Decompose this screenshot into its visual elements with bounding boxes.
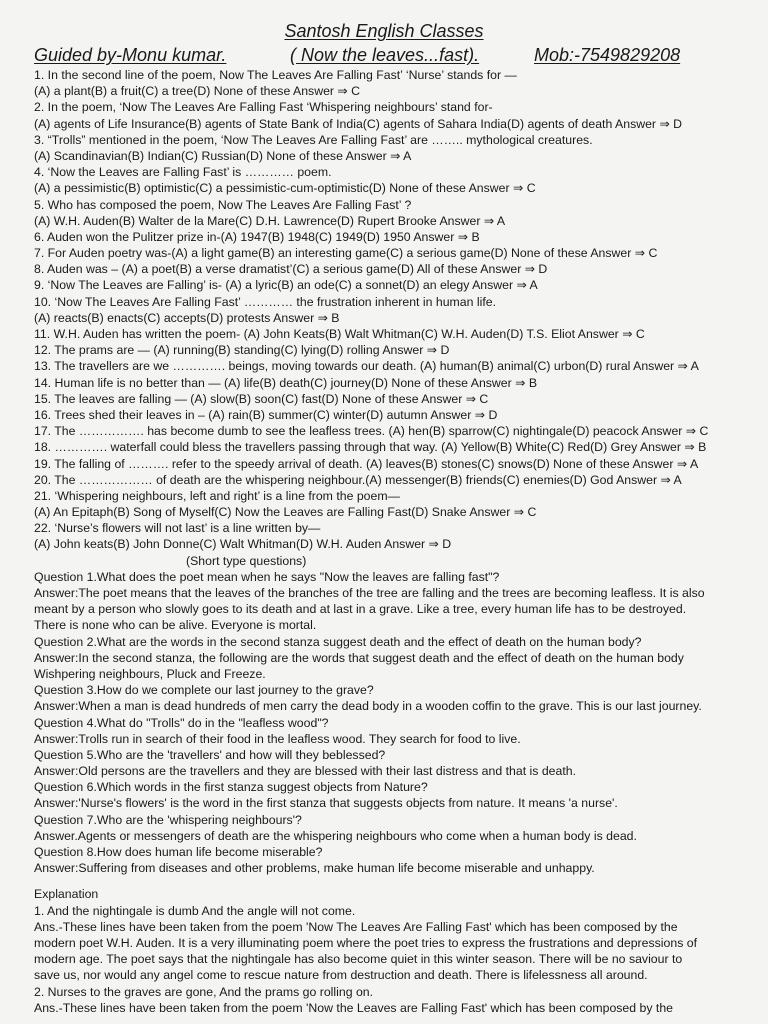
mcq-line: 13. The travellers are we …………. beings, moving towards our death. (A) human(B) animal(C) urbon(D) rural Answer ⇒ A [34,359,699,374]
qa-line: Answer:In the second stanza, the following are the words that suggest death and the effect of death on the human body [34,650,684,665]
mcq-line: 9. ‘Now The Leaves are Falling’ is- (A) a lyric(B) an ode(C) a sonnet(D) an elegy Answer ⇒ A [34,278,538,293]
qa-line: Question 6.Which words in the first stanza suggest objects from Nature? [34,780,428,795]
explanation-section [34,903,759,1016]
mcq-line: 7. For Auden poetry was-(A) a light game(B) an interesting game(C) a serious game(D) None of these Answer ⇒ C [34,246,658,261]
mcq-line: 22. ‘Nurse’s flowers will not last’ is a line written by— [34,521,321,536]
mcq-line: 12. The prams are — (A) running(B) standing(C) lying(D) rolling Answer ⇒ D [34,343,450,358]
mcq-line: (A) W.H. Auden(B) Walter de la Mare(C) D.H. Lawrence(D) Rupert Brooke Answer ⇒ A [34,213,506,228]
qa-line: Answer:When a man is dead hundreds of men carry the dead body in a wooden coffin to the grave. This is our last journey. [34,699,702,714]
mcq-line: 1. In the second line of the poem, Now The Leaves Are Falling Fast’ ‘Nurse’ stands for — [34,68,517,82]
mcq-line: 16. Trees shed their leaves in – (A) rain(B) summer(C) winter(D) autumn Answer ⇒ D [34,407,498,422]
explanation-line: Ans.-These lines have been taken from the poem 'Now The Leaves Are Falling Fast' which has been composed by the [34,919,678,934]
mcq-line: 17. The ……………. has become dumb to see the leafless trees. (A) hen(B) sparrow(C) nightingale(D) peacock Answer ⇒ C [34,424,709,439]
qa-line: Answer.Agents or messengers of death are the whispering neighbours who come when a human body is dead. [34,828,637,843]
qa-line: Question 1.What does the poet mean when he says "Now the leaves are falling fast"? [34,569,500,584]
explanation-line: 2. Nurses to the graves are gone, And the prams go rolling on. [34,984,374,999]
mcq-line: (A) An Epitaph(B) Song of Myself(C) Now the Leaves are Falling Fast(D) Snake Answer ⇒ C [34,505,537,520]
short-questions-section [34,569,759,877]
qa-line: Answer:The poet means that the leaves of the branches of the tree are falling and the trees are becoming leafless. It is also [34,586,705,600]
mcq-line: 14. Human life is no better than — (A) life(B) death(C) journey(D) None of these Answer ⇒ B [34,375,538,390]
explanation-heading: Explanation [34,887,99,902]
mcq-line: 3. “Trolls” mentioned in the poem, ‘Now The Leaves Are Falling Fast’ are …….. mythological creatures. [34,132,593,147]
explanation-line: save us, nor would any angel come to rescue nature from destruction and death. There is lifelessness all around. [34,968,648,983]
qa-line: Question 5.Who are the 'travellers' and how will they beblessed? [34,747,386,762]
short-questions-heading: (Short type questions) [186,553,307,568]
chapter-title: ( Now the leaves...fast). [290,45,480,65]
qa-line: Answer:'Nurse's flowers' is the word in the first stanza that suggests objects from nature. It means 'a nurse'. [34,796,618,811]
mcq-line: (A) a plant(B) a fruit(C) a tree(D) None of these Answer ⇒ C [34,84,361,99]
mcq-line: 10. ‘Now The Leaves Are Falling Fast’ ………… the frustration inherent in human life. [34,294,497,309]
explanation-line: Ans.-These lines have been taken from the poem 'Now the Leaves are Falling Fast' which has been composed by the [34,1000,674,1015]
qa-line: Answer:Trolls run in search of their food in the leafless wood. They search for food to live. [34,731,521,746]
mcq-line: (A) John keats(B) John Donne(C) Walt Whitman(D) W.H. Auden Answer ⇒ D [34,537,452,552]
qa-line: Question 8.How does human life become miserable? [34,845,323,859]
qa-line: Answer:Old persons are the travellers and they are blessed with their last distress and that is death. [34,764,577,779]
document-body [34,67,759,1016]
qa-line: Question 7.Who are the 'whispering neighbours'? [34,812,302,827]
mcq-line: 15. The leaves are falling — (A) slow(B) soon(C) fast(D) None of these Answer ⇒ C [34,391,489,406]
mobile-number: Mob:-7549829208 [534,45,681,65]
qa-line: Question 3.How do we complete our last journey to the grave? [34,683,374,698]
page-title: Santosh English Classes [284,21,484,41]
mcq-line: 21. ‘Whispering neighbours, left and right’ is a line from the poem— [34,488,400,503]
explanation-line: modern poet W.H. Auden. It is a very illuminating poem where the poet tries to express the frustrations and depressions of [34,935,698,950]
mcq-line: 18. …………. waterfall could bless the travellers passing through that way. (A) Yellow(B) White(C) Red(D) Grey Answer ⇒ B [34,440,707,455]
mcq-line: 2. In the poem, ‘Now The Leaves Are Falling Fast ‘Whispering neighbours’ stand for- [34,100,493,115]
mcq-line: 6. Auden won the Pulitzer prize in-(A) 1947(B) 1948(C) 1949(D) 1950 Answer ⇒ B [34,229,480,244]
guide-name: Guided by-Monu kumar. [34,45,227,65]
mcq-line: 4. ‘Now the Leaves are Falling Fast’ is ………… poem. [34,165,332,180]
mcq-line: 11. W.H. Auden has written the poem- (A) John Keats(B) Walt Whitman(C) W.H. Auden(D) T.S. Eliot Answer ⇒ C [34,327,645,341]
mcq-line: 5. Who has composed the poem, Now The Leaves Are Falling Fast’ ? [34,197,412,212]
qa-line: Question 2.What are the words in the second stanza suggest death and the effect of death on the human body? [34,634,642,649]
mcq-line: (A) agents of Life Insurance(B) agents of State Bank of India(C) agents of Sahara India(D) agents of death Answer ⇒ D [34,116,683,131]
qa-line: Question 4.What do "Trolls" do in the "leafless wood"? [34,715,329,730]
qa-line: Answer:Suffering from diseases and other problems, make human life become miserable and unhappy. [34,861,595,876]
mcq-line: (A) a pessimistic(B) optimistic(C) a pessimistic-cum-optimistic(D) None of these Answer ⇒ C [34,181,536,196]
mcq-line: 19. The falling of ………. refer to the speedy arrival of death. (A) leaves(B) stones(C) snows(D) None of these Answer ⇒ A [34,456,699,471]
mcq-section [34,67,759,553]
mcq-line: (A) reacts(B) enacts(C) accepts(D) protests Answer ⇒ B [34,310,340,325]
mcq-line: 8. Auden was – (A) a poet(B) a verse dramatist’(C) a serious game(D) All of these Answer ⇒ D [34,262,548,277]
qa-line: meant by a person who slowly goes to its death and at last in a grave. Like a tree, every human life has to be destroyed. [34,602,687,617]
explanation-line: 1. And the nightingale is dumb And the angle will not come. [34,903,356,918]
qa-line: There is none who can be alive. Everyone is mortal. [34,618,317,633]
subheader [34,44,734,68]
explanation-line: modern age. The poet says that the nightingale has also become quiet in this winter season. There will be no saviour to [34,952,683,967]
qa-line: Wishpering neighbours, Pluck and Freeze. [34,666,266,681]
mcq-line: 20. The ……………… of death are the whispering neighbour.(A) messenger(B) friends(C) enemies(D) God Answer ⇒ A [34,472,682,487]
mcq-line: (A) Scandinavian(B) Indian(C) Russian(D) None of these Answer ⇒ A [34,148,412,163]
spacer [34,876,759,886]
